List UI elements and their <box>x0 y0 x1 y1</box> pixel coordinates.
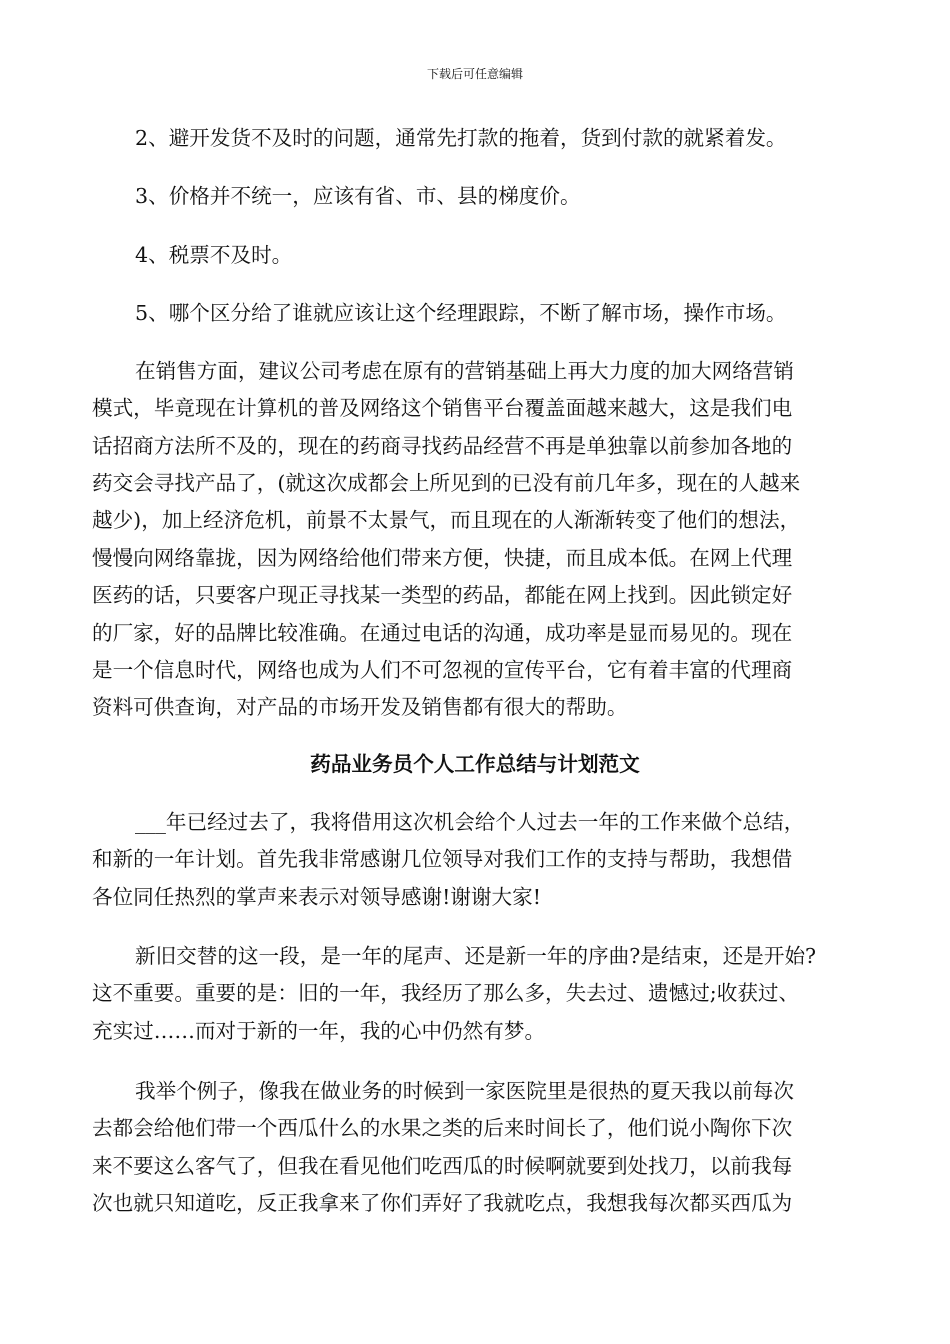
paragraph-text: 去都会给他们带一个西瓜什么的水果之类的后来时间长了，他们说小陶你下次 <box>92 1116 793 1140</box>
paragraph-line <box>0 939 950 973</box>
paragraph-line <box>0 429 950 463</box>
paragraph-line <box>0 616 950 650</box>
paragraph-text: 新旧交替的这一段，是一年的尾声、还是新一年的序曲?是结束，还是开始? <box>135 944 817 968</box>
page-header: 下载后可任意编辑 <box>426 67 523 81</box>
paragraph-text: 药交会寻找产品了，(就这次成都会上所见到的已没有前几年多，现在的人越来 <box>92 471 801 495</box>
paragraph-text: ___年已经过去了，我将借用这次机会给个人过去一年的工作来做个总结， <box>135 810 805 834</box>
paragraph-line <box>0 1014 950 1048</box>
paragraph-line <box>0 805 950 839</box>
paragraph-text: 是一个信息时代，网络也成为人们不可忽视的宣传平台，它有着丰富的代理商 <box>92 658 793 682</box>
paragraph-text: 话招商方法所不及的，现在的药商寻找药品经营不再是单独靠以前参加各地的 <box>92 434 793 458</box>
list-item-2 <box>0 121 950 155</box>
paragraph-line <box>0 391 950 425</box>
paragraph-line <box>0 1149 950 1183</box>
paragraph-text: 各位同任热烈的掌声来表示对领导感谢!谢谢大家! <box>92 885 542 909</box>
paragraph-text: 越少)，加上经济危机，前景不太景气，而且现在的人渐渐转变了他们的想法， <box>92 508 801 532</box>
paragraph-line <box>0 1186 950 1220</box>
paragraph-text: 充实过……而对于新的一年，我的心中仍然有梦。 <box>92 1019 546 1043</box>
paragraph-line <box>0 653 950 687</box>
paragraph-line <box>0 541 950 575</box>
list-item-text: 2、避开发货不及时的问题，通常先打款的拖着，货到付款的就紧着发。 <box>135 126 787 150</box>
paragraph-line <box>0 354 950 388</box>
paragraph-text: 医药的话，只要客户现正寻找某一类型的药品，都能在网上找到。因此锁定好 <box>92 583 793 607</box>
paragraph-line <box>0 880 950 914</box>
paragraph-text: 资料可供查询，对产品的市场开发及销售都有很大的帮助。 <box>92 695 628 719</box>
paragraph-line <box>0 578 950 612</box>
paragraph-text: 来不要这么客气了，但我在看见他们吃西瓜的时候啊就要到处找刀，以前我每 <box>92 1154 793 1178</box>
paragraph-text: 慢慢向网络靠拢，因为网络给他们带来方便，快捷，而且成本低。在网上代理 <box>92 546 793 570</box>
list-item-text: 5、哪个区分给了谁就应该让这个经理跟踪，不断了解市场，操作市场。 <box>135 301 787 325</box>
paragraph-text: 模式，毕竟现在计算机的普及网络这个销售平台覆盖面越来越大，这是我们电 <box>92 396 793 420</box>
paragraph-line <box>0 1074 950 1108</box>
paragraph-text: 和新的一年计划。首先我非常感谢几位领导对我们工作的支持与帮助，我想借 <box>92 847 793 871</box>
paragraph-text: 在销售方面，建议公司考虑在原有的营销基础上再大力度的加大网络营销 <box>135 359 794 383</box>
list-item-5 <box>0 296 950 330</box>
paragraph-text: 的厂家，好的品牌比较准确。在通过电话的沟通，成功率是显而易见的。现在 <box>92 621 793 645</box>
paragraph-line <box>0 690 950 724</box>
paragraph-line <box>0 466 950 500</box>
paragraph-text: 我举个例子，像我在做业务的时候到一家医院里是很热的夏天我以前每次 <box>135 1079 794 1103</box>
list-item-text: 3、价格并不统一，应该有省、市、县的梯度价。 <box>135 184 581 208</box>
paragraph-line <box>0 976 950 1010</box>
paragraph-text: 次也就只知道吃，反正我拿来了你们弄好了我就吃点，我想我每次都买西瓜为 <box>92 1191 793 1215</box>
list-item-4 <box>0 238 950 272</box>
paragraph-text: 这不重要。重要的是：旧的一年，我经历了那么多，失去过、遗憾过;收获过、 <box>92 981 800 1005</box>
list-item-3 <box>0 179 950 213</box>
paragraph-line <box>0 1111 950 1145</box>
section-title: 药品业务员个人工作总结与计划范文 <box>310 752 640 776</box>
list-item-text: 4、税票不及时。 <box>135 243 293 267</box>
paragraph-line <box>0 503 950 537</box>
paragraph-line <box>0 842 950 876</box>
